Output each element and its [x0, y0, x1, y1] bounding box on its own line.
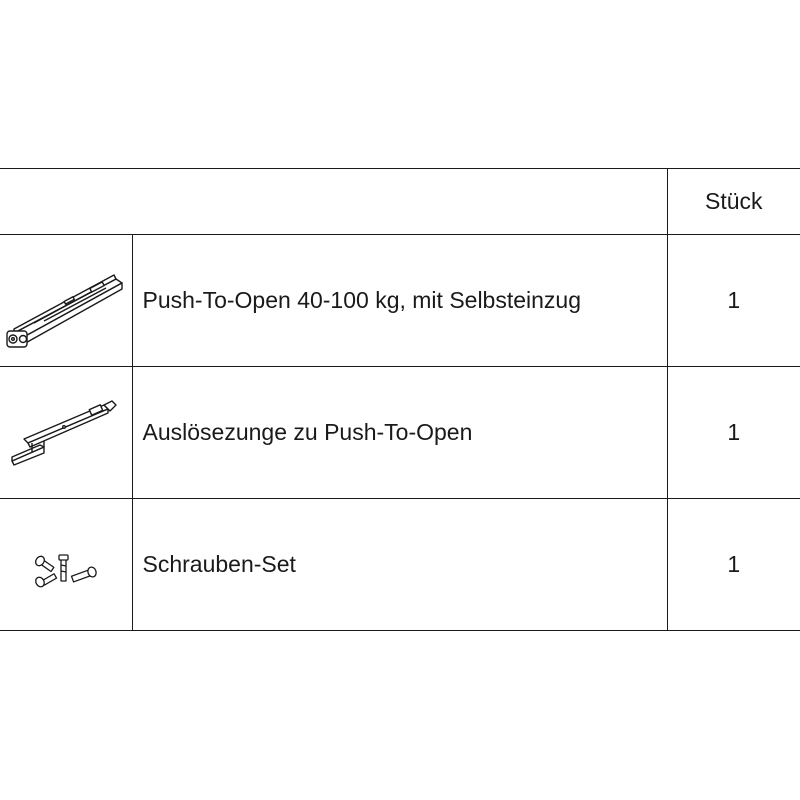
table-row [0, 235, 800, 367]
item-image-cell [0, 499, 132, 631]
header-empty-cell [0, 169, 667, 235]
item-description: Push-To-Open 40-100 kg, mit Selbsteinzug [132, 235, 667, 367]
item-image-cell [0, 367, 132, 499]
item-description: Auslösezunge zu Push-To-Open [132, 367, 667, 499]
table-row [0, 367, 800, 499]
table-header-row [0, 169, 800, 235]
screw-set-icon [4, 515, 128, 615]
table-row [0, 499, 800, 631]
release-tongue-icon [4, 383, 128, 483]
quantity-header: Stück [667, 169, 800, 235]
parts-list [0, 168, 800, 631]
item-quantity: 1 [667, 367, 800, 499]
item-quantity: 1 [667, 499, 800, 631]
item-quantity: 1 [667, 235, 800, 367]
parts-table [0, 168, 800, 630]
item-description: Schrauben-Set [132, 499, 667, 631]
push-to-open-damper-icon [4, 251, 128, 351]
item-image-cell [0, 235, 132, 367]
